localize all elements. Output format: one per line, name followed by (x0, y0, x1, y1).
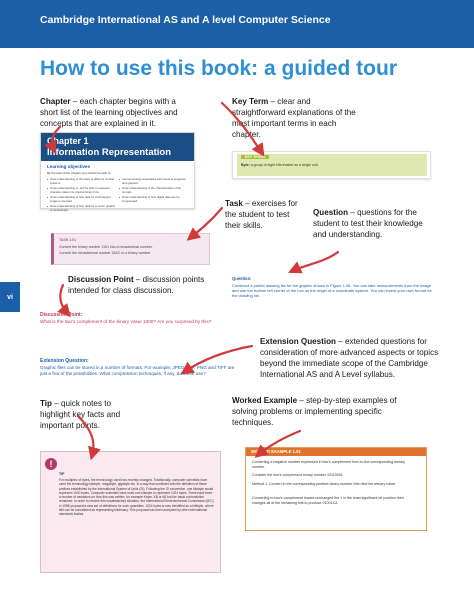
objective-item: show understanding of the characteristics of file formats (119, 186, 189, 194)
tip-heading: TIP (59, 472, 65, 476)
chapter-term: Chapter (40, 97, 71, 106)
learning-objectives-title: Learning objectives (47, 164, 91, 169)
worked-example-term: Worked Example (232, 396, 298, 405)
chapter-number: Chapter 1 (47, 136, 89, 146)
tip-arrow (78, 416, 93, 456)
page-title: How to use this book: a guided tour (40, 57, 397, 80)
worked-example-line: Consider the two's complement binary number 10110001. (252, 473, 344, 477)
worked-example-line: Converting to two's complement leaves unchanged the 1 in the least significant bit position then changes all of the remaining bits to produce 01001111. (252, 496, 404, 505)
key-term-meaning: a group of eight bits treated as a single unit (249, 163, 318, 167)
exclamation-icon: ! (45, 458, 57, 470)
objective-item: show understanding of how digital data can be compressed (119, 195, 189, 203)
question-term: Question (313, 208, 349, 217)
worked-example-arrow (258, 431, 300, 455)
discussion-sample-text: What is the two's complement of the binary value 1000? Are you surprised by this? (40, 319, 212, 324)
objective-item: show understanding of how data for a bitmapped image is encoded (47, 195, 117, 203)
extension-sample-text: Graphic files can be stored in a number of formats. For example, JPEG, GIF, PNG and TIFF are just a few of the possibilities. What compression techniques, if any, do these use? (40, 365, 235, 376)
objective-item: show understanding of, and be able to represent, character data in its internal binary form (47, 186, 117, 194)
chapter-name: Information Representation (47, 147, 172, 158)
objective-item: use terminology associated with sound in programs and graphics (119, 177, 189, 185)
key-term-label: KEY TERMS (241, 155, 269, 159)
question-desc: – questions for the student to test their knowledge and understanding. (313, 208, 423, 239)
header-title: Cambridge International AS and A level Computer Science (40, 14, 331, 26)
tip-body: For multiples of bytes, the terminology used has recently changed. Traditionally, computer scientists have used the terminology kilobyte, megabyte, gigabyte etc. in a way that conflicted with the definition of these prefixes established by the International System of Units (SI). Following the SI convention, one kilobyte would represent 1000 bytes. Computer scientists have used one kilobyte to represent 1024 bytes. There have been a number of variations on how this was written, for example Kbyte, KB or kB but the basic contradiction remained. In order to resolve this unsatisfactory situation, the International Electrotechnical Commission (IEC) in 1998 proposed a new set of definitions for such quantities. 1024 bytes is now identified as a kibibyte, where kibi can be considered as representing kilobinary. This proposal has been accepted by other international standards bodies. (59, 478, 214, 517)
learning-objectives-intro: By the end of this chapter you should be able to: (47, 171, 112, 175)
chapter-desc: – each chapter begins with a short list of the learning objectives and concepts that are explained in it. (40, 97, 178, 128)
tip-term: Tip (40, 399, 52, 408)
objective-item: show understanding of how data for a vector graphic is represented (47, 204, 117, 212)
worked-example-heading: WORKED EXAMPLE 1.01 (251, 449, 301, 454)
chapter-arrow (52, 127, 60, 150)
extension-sample-label: Extension Question: (40, 358, 89, 364)
task-term: Task (225, 199, 243, 208)
worked-example-desc: – step-by-step examples of solving problems or implementing specific techniques. (232, 396, 397, 427)
key-term-arrow (222, 103, 262, 153)
task-desc: – exercises for the student to test their skills. (225, 199, 298, 230)
extension-arrow (184, 346, 252, 372)
discussion-term: Discussion Point (68, 275, 134, 284)
task-arrow (190, 208, 222, 238)
worked-example-line: Converting a negative number expressed in two's complement form to the corresponding denary number. (252, 460, 406, 469)
discussion-arrow (60, 285, 68, 314)
question-sample-text: Construct a partial drawing list for the graphic shown in Figure 1.06. You can take measurements from the image and use the bottom left corner of the box as the origin of a coordinate system. You can invent your own format for the drawing list. (232, 283, 432, 298)
key-term-word: Byte: (241, 163, 250, 167)
task-line: Convert the binary number 1101 into a hexadecimal number. (59, 245, 153, 249)
worked-example-line: Method 1. Convert to the corresponding positive binary number then find the denary value (252, 482, 395, 486)
question-arrow (292, 252, 338, 271)
key-term-desc: – clear and straightforward explanations of the most important terms in each chapter. (232, 97, 356, 139)
key-term-term: Key Term (232, 97, 269, 106)
discussion-sample-label: Discussion Point: (40, 312, 83, 318)
extension-desc: – extended questions for consideration of more advanced aspects or topics beyond the immediate scope of the Cambridge International AS and A Level syllabus. (260, 337, 439, 379)
extension-term: Extension Question (260, 337, 337, 346)
tip-desc: – quick notes to highlight key facts and important points. (40, 399, 121, 430)
task-heading: TASK 1.01 (59, 238, 77, 242)
discussion-desc: – discussion points intended for class discussion. (68, 275, 205, 295)
task-line: Convert the hexadecimal number 3A2C to a binary number. (59, 251, 152, 255)
objective-item: show understanding of the basis of different number systems (47, 177, 117, 185)
question-sample-label: Question: (232, 276, 252, 281)
page-number-tab: vi (0, 282, 20, 312)
